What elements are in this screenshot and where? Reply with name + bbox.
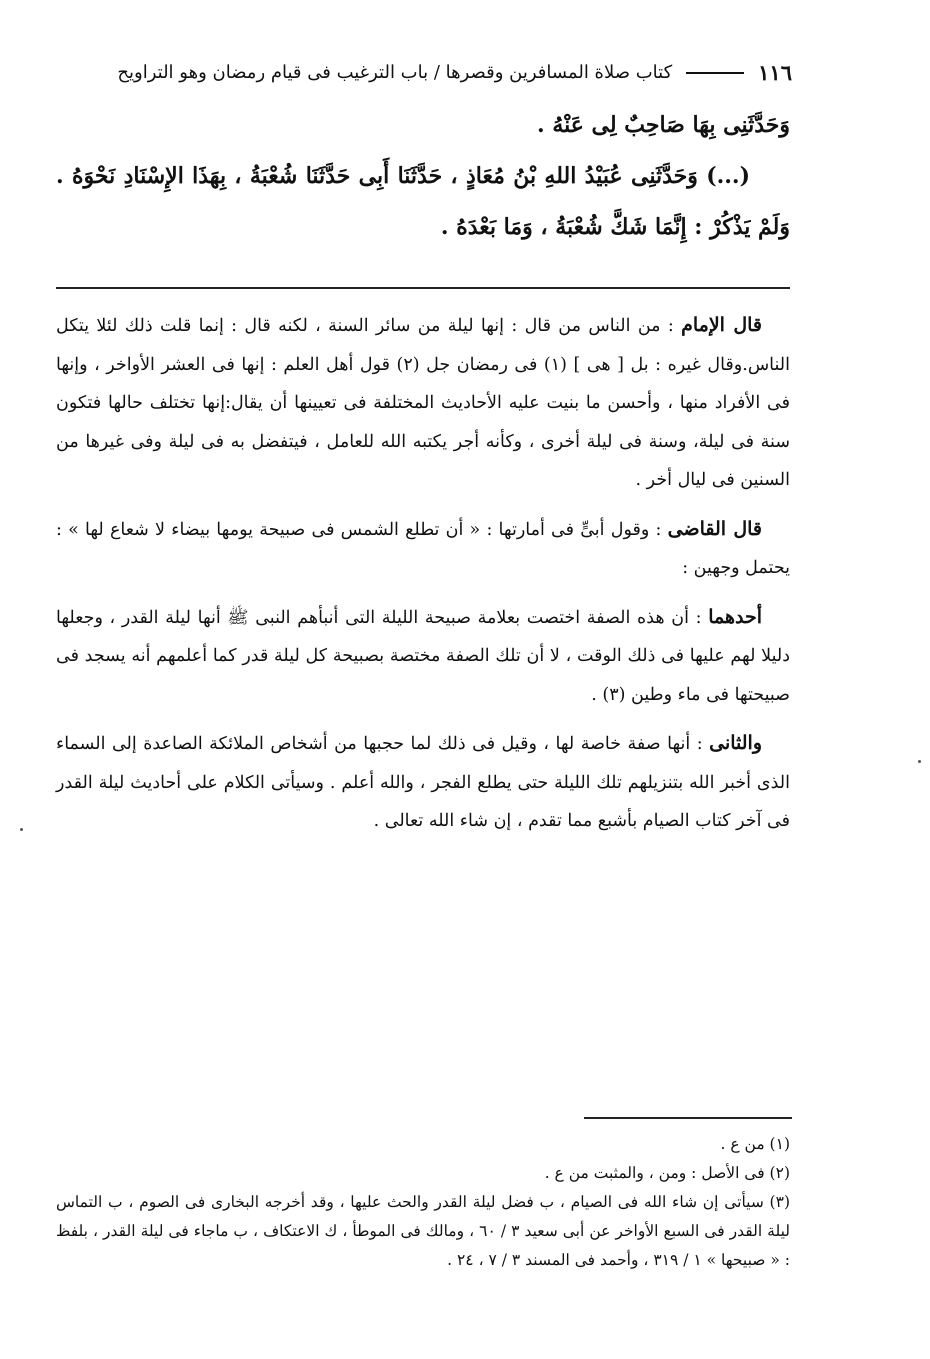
speaker-label: قال القاضى: [667, 517, 762, 540]
speaker-label: قال الإمام: [681, 314, 762, 336]
commentary-text: : أن هذه الصفة اختصت بعلامة صبيحة الليلة التى أنبأهم النبى ﷺ أنها ليلة القدر ، وجعلها دليلا لهم عليها فى ذلك الوقت ، لا أن تلك الصفة مختصة بصبيحة كل ليلة قدر كما أعلمهم أنه يسجد فى صبيحتها فى ماء وطين (٣) .: [56, 607, 790, 705]
footnotes: [56, 1130, 790, 1275]
footnote: (١) من ع .: [720, 1135, 790, 1153]
header-dash: [686, 72, 744, 74]
page-number: ١١٦: [758, 60, 792, 85]
scan-speck: [20, 828, 23, 831]
commentary-paragraph: [56, 510, 790, 588]
speaker-label: والثانى: [709, 732, 762, 754]
commentary-text: : أنها صفة خاصة لها ، وقيل فى ذلك لما حجبها من أشخاص الملائكة الصاعدة إلى السماء الذى أخبر الله بتنزيلهم تلك الليلة حتى يطلع الفجر ، والله أعلم . وسيأتى الكلام على أحاديث ليلة القدر فى آخر كتاب الصيام بأشبع مما تقدم ، إن شاء الله تعالى .: [56, 734, 790, 831]
hadith-paragraph: (...) وَحَدَّثَنِى عُبَيْدُ اللهِ بْنُ مُعَاذٍ ، حَدَّثَنَا أَبِى حَدَّثَنَا شُعْبَةُ ، بِهَذَا الإِسْنَادِ نَحْوَهُ . وَلَمْ يَذْكُرْ : إِنَّمَا شَكَّ شُعْبَةُ ، وَمَا بَعْدَهُ .: [56, 163, 790, 240]
speaker-label: أحدهما: [708, 605, 762, 628]
hadith-text: [56, 100, 790, 253]
commentary-paragraph: [56, 724, 790, 841]
commentary-paragraph: [56, 598, 790, 715]
hadith-line: وَحَدَّثَنِى بِهَا صَاحِبٌ لِى عَنْهُ .: [537, 112, 790, 138]
commentary-text: : وقول أبىٍّ فى أمارتها : « أن تطلع الشمس فى صبيحة يومها بيضاء لا شعاع لها » : يحتمل وجهين :: [56, 519, 790, 578]
footnote-rule: [584, 1117, 792, 1119]
footnote: (٢) فى الأصل : ومن ، والمثبت من ع .: [544, 1164, 790, 1182]
running-title: كتاب صلاة المسافرين وقصرها / باب الترغيب فى قيام رمضان وهو التراويح: [117, 62, 673, 83]
scan-speck: [918, 760, 921, 763]
commentary-paragraph: [56, 306, 790, 500]
section-divider: [56, 287, 790, 289]
commentary: [56, 306, 790, 851]
footnote: (٣) سيأتى إن شاء الله فى الصيام ، ب فضل ليلة القدر والحث عليها ، وقد أخرجه البخارى فى الصوم ، ب التماس ليلة القدر فى السبع الأواخر عن أبى سعيد ٣ / ٦٠ ، ومالك فى الموطأ ، ك الاعتكاف ، ب ماجاء فى ليلة القدر ، بلفظ : « صبيحها » ١ / ٣١٩ ، وأحمد فى المسند ٣ / ٧ ، ٢٤ .: [56, 1193, 791, 1269]
running-header: [56, 60, 792, 85]
commentary-text: : من الناس من قال : إنها ليلة من سائر السنة ، لكنه قال : إنما قلت ذلك لئلا يتكل الناس.وقال غيره : بل [ هى ] (١) فى رمضان جل (٢) قول أهل العلم : إنها فى العشر الأواخر ، وإنها فى الأفراد منها ، وأحسن ما بنيت عليه الأحاديث المختلفة فى تعيينها أن يقال:إنها تختلف حالها فتكون سنة فى ليلة، وسنة فى ليلة أخرى ، وكأنه أجر يكتبه الله للعامل ، فيتفضل به فى ليلة وفى غيرها من السنين فى ليال أخر .: [56, 316, 790, 490]
